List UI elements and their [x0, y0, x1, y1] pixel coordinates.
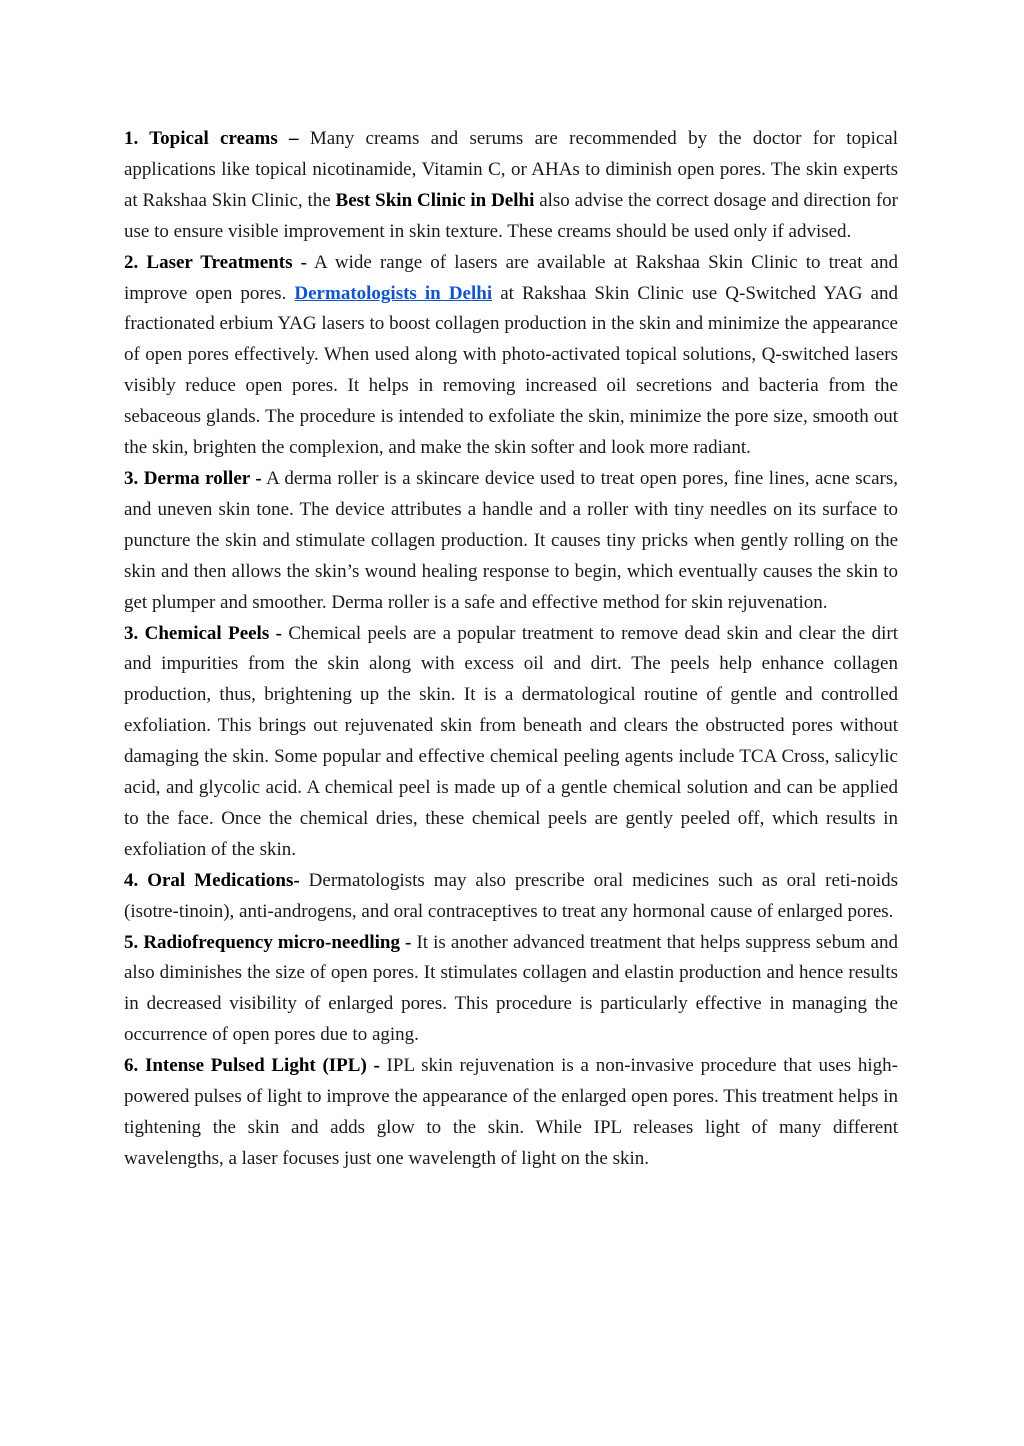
item-text: IPL skin rejuvenation is a non-invasive procedure that uses high-powered pulses of light to improve the appearance of the enlarged open pores. This treatment helps in tightening the skin and adds glow to the skin. While IPL releases light of many different wavelengths, a laser focuses just one wavelength of light on the skin. — [124, 1055, 899, 1169]
best-skin-clinic-phrase: Best Skin Clinic in Delhi — [335, 189, 535, 211]
item-text: Many creams and serums are recommended by the doctor for topical applications like topical nicotinamide, Vitamin C, or AHAs to diminish open pores. The skin experts at Rakshaa Skin Clinic, the — [124, 128, 898, 211]
item-heading: 4. Oral Medications- — [124, 869, 300, 891]
item-heading: 6. Intense Pulsed Light (IPL) - — [124, 1055, 380, 1077]
item-radiofrequency-microneedling — [124, 928, 898, 1052]
document-page — [124, 124, 898, 1175]
item-text: Chemical peels are a popular treatment to remove dead skin and clear the dirt and impurities from the skin along with excess oil and dirt. The peels help enhance collagen production, thus, brightening up the skin. It is a dermatological routine of gentle and controlled exfoliation. This brings out rejuvenated skin from beneath and clears the obstructed pores without damaging the skin. Some popular and effective chemical peeling agents include TCA Cross, salicylic acid, and glycolic acid. A chemical peel is made up of a gentle chemical solution and can be applied to the face. Once the chemical dries, these chemical peels are gently peeled off, which results in exfoliation of the skin. — [124, 622, 898, 860]
item-text: at Rakshaa Skin Clinic use Q-Switched YAG and fractionated erbium YAG lasers to boost collagen production in the skin and minimize the appearance of open pores effectively. When used along with photo-activated topical solutions, Q-switched lasers visibly reduce open pores. It helps in removing increased oil secretions and bacteria from the sebaceous glands. The procedure is intended to exfoliate the skin, minimize the pore size, smooth out the skin, brighten the complexion, and make the skin softer and look more radiant. — [124, 282, 898, 459]
item-oral-medications — [124, 866, 898, 928]
item-heading: 3. Chemical Peels - — [124, 622, 282, 644]
item-derma-roller — [124, 464, 898, 619]
item-text: also advise the correct dosage and direction for use to ensure visible improvement in skin texture. These creams should be used only if advised. — [124, 189, 899, 242]
item-text: Dermatologists may also prescribe oral medicines such as oral reti-noids (isotre-tinoin), anti-androgens, and oral contraceptives to treat any hormonal cause of enlarged pores. — [124, 869, 899, 922]
item-topical-creams — [124, 124, 898, 248]
dermatologists-in-delhi-link[interactable]: Dermatologists in Delhi — [294, 282, 493, 304]
item-text: It is another advanced treatment that helps suppress sebum and also diminishes the size of open pores. It stimulates collagen and elastin production and hence results in decreased visibility of enlarged pores. This procedure is particularly effective in managing the occurrence of open pores due to aging. — [124, 931, 898, 1046]
item-heading: 5. Radiofrequency micro-needling - — [124, 931, 412, 953]
item-heading: 1. Topical creams – — [124, 128, 299, 149]
item-intense-pulsed-light — [124, 1051, 898, 1175]
item-heading: 2. Laser Treatments - — [124, 251, 307, 273]
item-chemical-peels — [124, 619, 898, 866]
item-text: A derma roller is a skincare device used to treat open pores, fine lines, acne scars, and uneven skin tone. The device attributes a handle and a roller with tiny needles on its surface to puncture the skin and stimulate collagen production. It causes tiny pricks when gently rolling on the skin and then allows the skin’s wound healing response to begin, which eventually causes the skin to get plumper and smoother. Derma roller is a safe and effective method for skin rejuvenation. — [124, 467, 898, 613]
item-text: A wide range of lasers are available at Rakshaa Skin Clinic to treat and improve open pores. — [124, 251, 898, 304]
item-laser-treatments — [124, 248, 898, 464]
item-heading: 3. Derma roller - — [124, 467, 262, 489]
